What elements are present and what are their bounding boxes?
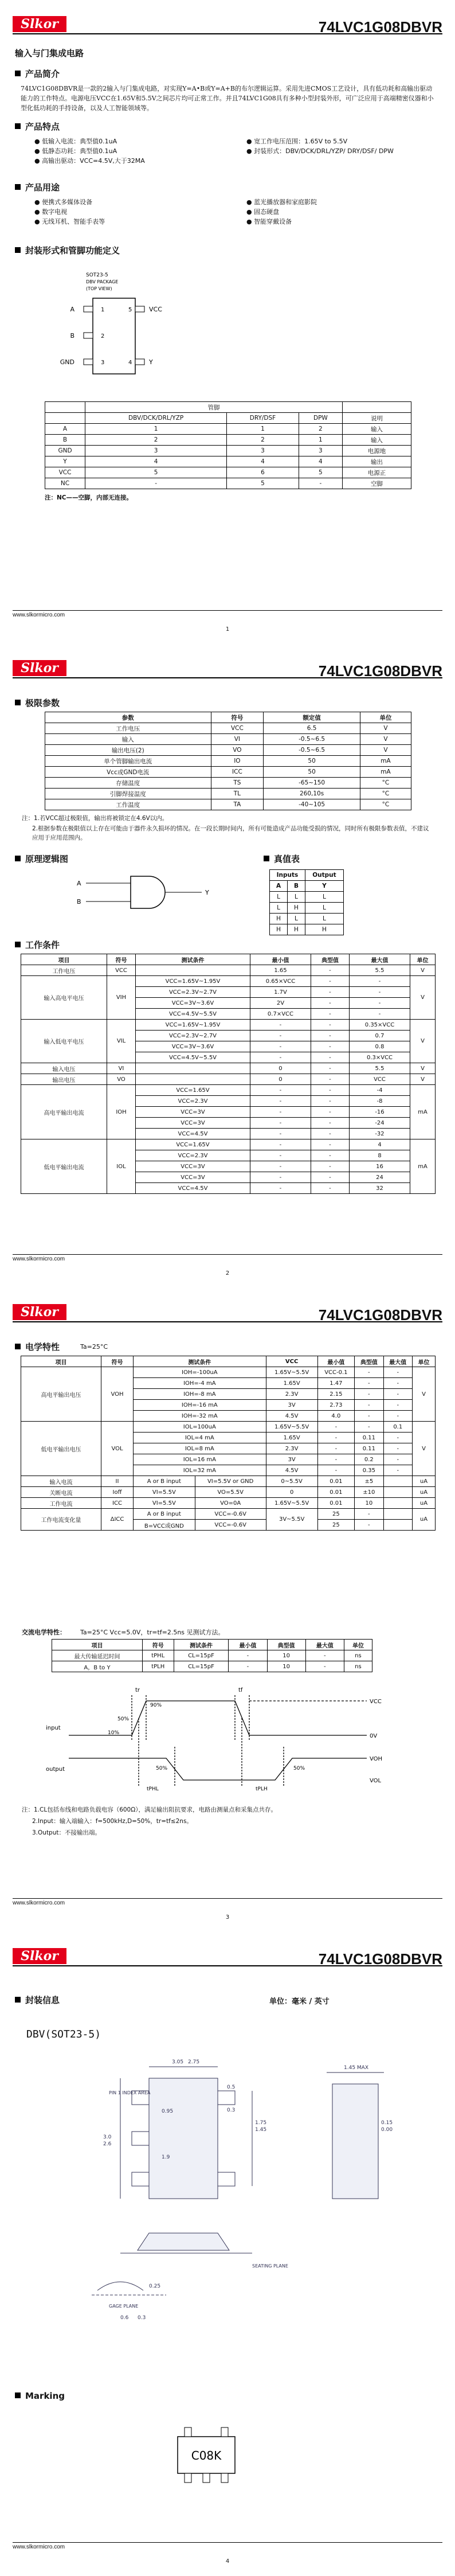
table-row: Y 4 4 4 输出	[45, 456, 411, 467]
truth-heading: 真值表	[264, 853, 300, 865]
table-row: 低电平输出电压 VOL IOL=100uA 1.65V~5.5V - - 0.1 V	[21, 1422, 436, 1433]
pin-2	[84, 333, 93, 338]
doc-title: 输入与门集成电路	[15, 48, 84, 58]
pinout-diagram	[52, 265, 189, 385]
features-left	[34, 136, 145, 166]
dim-label: 3.0	[103, 2134, 112, 2140]
footer-url: www.slkormicro.com	[13, 612, 65, 618]
dim-label: 0.15	[381, 2120, 393, 2126]
page-number: 1	[225, 626, 230, 633]
ac-note-3: 3.Output：不接输出端。	[32, 1829, 101, 1836]
table-row: 输入电压 VI 0 - 5.5 V	[21, 1063, 436, 1074]
features-right	[246, 136, 394, 156]
table-row: IOL=4 mA 1.65V - 0.11 -	[21, 1433, 436, 1443]
page-footer	[13, 1246, 442, 1262]
dim-label: 0.00	[381, 2127, 393, 2133]
dim-label: 0.6	[120, 2315, 129, 2321]
table-row: IOL=8 mA 2.3V - 0.11 -	[21, 1443, 436, 1454]
table-row: 项目 符号 测试条件 最小值 典型值 最大值 单位	[21, 954, 436, 965]
page-footer	[13, 2534, 442, 2550]
pin-number: 3	[101, 360, 105, 366]
footer-url: www.slkormicro.com	[13, 1900, 65, 1906]
intro-text: 74LVC1G08DBVR是一款的2输入与门集成电路，对实现Y=A•B或Y=A+B的布尔逻辑运算。采用先进CMOS工艺设计，具有低功耗和高输出驱动能力的工作特点。电源电压VCC在1.65V和5.5V之间芯片均可正常工作。并且74LVC1G08具有多种小型封装外形，可广泛应用于高端精密仪器和小型化低功耗的手持设备，以及人工智能领域等。	[21, 85, 434, 112]
gate-output-y: Y	[205, 889, 209, 896]
gate-input-a: A	[77, 880, 81, 887]
dim-label: PIN 1 INDEX AREA	[109, 2090, 151, 2095]
wave-label: 50%	[117, 1716, 130, 1722]
table-row: VCC=4.5V - - -32	[21, 1129, 436, 1139]
table-row: 存储温度 TS -65~150 °C	[45, 778, 411, 789]
table-row: L L L	[270, 892, 344, 903]
package-drawing	[86, 2055, 430, 2331]
apps-left	[34, 197, 105, 227]
table-row: 引脚焊接温度 TL 260,10s °C	[45, 789, 411, 799]
table-row: 工作电流 ICC VI=5.5V VO=0A 1.65V~5.5V 0.01 10 uA	[21, 1498, 436, 1509]
table-row: IOH=-16 mA 3V 2.73 - -	[21, 1400, 436, 1411]
marking-code: C08K	[191, 2449, 222, 2462]
list-item: ● 封装形式：DBV/DCK/DRL/YZP/ DRY/DSF/ DPW	[246, 147, 394, 155]
wave-label: VOH	[370, 1756, 383, 1762]
table-row: 输出电压 VO 0 - VCC V	[21, 1074, 436, 1085]
table-row: VCC=3V~3.6V - - 0.8	[21, 1041, 436, 1052]
table-row: VCC=3V - - -24	[21, 1118, 436, 1129]
pkg-name: DBV(SOT23-5)	[26, 2028, 101, 2040]
part-number: 74LVC1G08DBVR	[318, 18, 442, 36]
pin-1	[84, 306, 93, 312]
dim-label: 0.25	[149, 2284, 161, 2289]
dim-label: 0.5	[227, 2085, 236, 2090]
package-side-view	[332, 2084, 378, 2199]
table-row: 低电平输出电流 IOL VCC=1.65V - - 4 mA	[21, 1139, 436, 1150]
wave-label: tPLH	[256, 1786, 268, 1792]
page-4	[0, 1932, 455, 2576]
table-row: GND 3 3 3 电源地	[45, 446, 411, 456]
page-footer	[13, 602, 442, 618]
page-header	[13, 1288, 442, 1322]
dim-label: 1.75	[255, 2120, 267, 2126]
pin-label: GND	[60, 358, 74, 366]
elec-table	[21, 1356, 436, 1531]
and-gate-icon	[131, 876, 165, 908]
table-row: H H H	[270, 924, 344, 935]
ac-condition: Ta=25°C Vcc=5.0V，tr=tf=2.5ns 见测试方法。	[80, 1629, 225, 1636]
pkg-box-line: DBV PACKAGE	[86, 279, 119, 284]
table-row: DBV/DCK/DRL/YZP DRY/DSF DPW 说明	[45, 413, 411, 424]
dim-label: 0.3	[227, 2107, 236, 2113]
marking-heading: Marking	[15, 2391, 65, 2401]
table-row: 输入 VI -0.5~6.5 V	[45, 734, 411, 745]
table-row: H L L	[270, 914, 344, 924]
table-row: 高电平输出电压 VOH IOH=-100uA 1.65V~5.5V VCC-0.1 - - V	[21, 1367, 436, 1378]
wave-label: 90%	[150, 1703, 162, 1708]
dim-label: 1.9	[162, 2155, 170, 2160]
apps-right	[246, 197, 317, 227]
wave-label: tf	[238, 1687, 243, 1693]
features-heading: 产品特点	[15, 120, 60, 132]
ac-note-1: 注：1.CL包括布线和电路负载电容（600Ω），满足输出阻抗要求，电路由测量点和采集点共存。	[22, 1806, 277, 1813]
table-row: VCC=2.3V - - 8	[21, 1150, 436, 1161]
package-top-view	[149, 2078, 218, 2199]
wave-label: output	[46, 1766, 65, 1773]
applications-heading: 产品用途	[15, 181, 60, 193]
table-row: VCC=2.3V~2.7V 1.7V - -	[21, 987, 436, 998]
list-item: ● 蓝光播放器和家庭影院	[246, 198, 317, 206]
table-row: VCC=3V - - 16	[21, 1161, 436, 1172]
pin-4	[135, 359, 144, 365]
table-row: VCC=2.3V~2.7V - - 0.7	[21, 1031, 436, 1041]
table-row: 工作电流变化量 ΔICC A or B input VCC=-0.6V 3V~5.5V 25 - uA	[21, 1509, 436, 1520]
table-row: VCC=3V - - -16	[21, 1107, 436, 1118]
page-header	[13, 644, 442, 678]
table-row: 关断电流 Ioff VI=5.5V VO=5.5V 0 0.01 ±10 uA	[21, 1487, 436, 1498]
part-number: 74LVC1G08DBVR	[318, 1306, 442, 1324]
wave-label: input	[46, 1725, 61, 1731]
brand-logo: Slkor	[13, 16, 66, 32]
table-row: VCC=3V~3.6V 2V - -	[21, 998, 436, 1009]
elec-heading: 电学特性	[15, 1341, 60, 1353]
table-row: VCC=4.5V~5.5V 0.7×VCC - -	[21, 1009, 436, 1020]
table-row: VCC=4.5V - - 32	[21, 1183, 436, 1194]
conditions-heading: 工作条件	[15, 939, 60, 951]
truth-table	[269, 869, 344, 935]
table-row: VCC 5 6 5 电源正	[45, 467, 411, 478]
table-row: 最大传输延迟时间 tPHL CL=15pF - 10 - ns	[52, 1650, 372, 1661]
list-item: ● 低静态功耗：典型值0.1uA	[34, 147, 117, 155]
marking-diagram	[160, 2425, 252, 2488]
table-note: 注：NC——空脚，内部无连接。	[45, 494, 132, 501]
pin-number: 5	[128, 307, 132, 313]
table-row: 工作电压 VCC 6.5 V	[45, 723, 411, 734]
page-number: 4	[225, 2558, 230, 2565]
pin-label: Y	[149, 358, 153, 366]
dim-label: 3.05	[172, 2059, 184, 2065]
page-2	[0, 644, 455, 1288]
wave-label: VCC	[370, 1699, 382, 1705]
brand-logo: Slkor	[13, 1948, 66, 1964]
table-row: 高电平输出电流 IOH VCC=1.65V - - -4 mA	[21, 1085, 436, 1096]
table-row: A B Y	[270, 881, 344, 892]
list-item: ● 数字电视	[34, 208, 68, 216]
intro-heading: 产品简介	[15, 68, 60, 80]
page-number: 2	[225, 1270, 230, 1277]
table-row: 输入高电平电压 VIH VCC=1.65V~1.95V 0.65×VCC - - V	[21, 976, 436, 987]
pin-label: VCC	[149, 306, 162, 313]
timing-waveform	[46, 1684, 413, 1793]
footer-url: www.slkormicro.com	[13, 1256, 65, 1262]
dim-label: SEATING PLANE	[252, 2263, 288, 2269]
table-row: IOH=-4 mA 1.65V 1.47 - -	[21, 1378, 436, 1389]
table-row: L H L	[270, 903, 344, 914]
page-3	[0, 1288, 455, 1932]
table-row: 单个管脚输出电流 IO 50 mA	[45, 756, 411, 767]
pin-number: 1	[101, 307, 105, 313]
table-row: IOL=16 mA 3V - 0.2 -	[21, 1454, 436, 1465]
wave-label: 50%	[293, 1766, 305, 1771]
table-row: 输出电压(2) VO -0.5~6.5 V	[45, 745, 411, 756]
dim-label: 2.75	[188, 2059, 200, 2065]
unit-label: 单位：毫米 / 英寸	[269, 1997, 330, 2006]
table-row: Inputs Output	[270, 870, 344, 881]
table-row: VCC=3V - - 24	[21, 1172, 436, 1183]
logic-heading: 原理逻辑图	[15, 853, 68, 865]
list-item: ● 固态硬盘	[246, 208, 280, 216]
wave-label: 0V	[370, 1733, 378, 1739]
limits-note-1: 注：1.若VCC超过极限值，输出将被锁定在4.6V以内。	[22, 815, 168, 822]
dim-label: 2.6	[103, 2141, 112, 2147]
pkg-box-line: SOT23-5	[86, 272, 108, 278]
dim-label: 1.45	[255, 2127, 267, 2133]
table-row: NC - 5 - 空脚	[45, 478, 411, 489]
list-item: ● 宽工作电压范围：1.65V to 5.5V	[246, 138, 348, 145]
ac-note-2: 2.Input：输入端输入：f=500kHz,D=50%，tr=tf≤2ns。	[32, 1818, 193, 1825]
list-item: ● 便携式多媒体设备	[34, 198, 93, 206]
page-number: 3	[225, 1914, 230, 1921]
table-row: IOH=-8 mA 2.3V 2.15 - -	[21, 1389, 436, 1400]
table-row: VCC=2.3V - - -8	[21, 1096, 436, 1107]
pin-5	[135, 306, 144, 312]
wave-label: tr	[135, 1687, 140, 1693]
package-heading: 封装形式和管脚功能定义	[15, 244, 120, 256]
ac-heading: 交流电学特性：	[22, 1629, 66, 1636]
list-item: ● 高输出驱动：VCC=4.5V,大于32MA	[34, 157, 145, 165]
limits-note-2: 2.根据参数在极限值以上存在可能由于器件永久损坏的情况。在一段长期时间内，所有可能造成产品功能受损的情况，同时所有极限参数表值，不建议应用于应用范围内。	[32, 825, 429, 841]
package-front-view	[138, 2233, 229, 2250]
brand-logo: Slkor	[13, 1304, 66, 1320]
page-footer	[13, 1890, 442, 1906]
wave-label: VOL	[370, 1778, 382, 1784]
pin-number: 4	[128, 360, 132, 366]
table-row: IOH=-32 mA 4.5V 4.0 - -	[21, 1411, 436, 1422]
dim-label: GAGE PLANE	[109, 2304, 139, 2309]
table-row: B=VCC或GND VCC=-0.6V 25 -	[21, 1520, 436, 1531]
part-number: 74LVC1G08DBVR	[318, 662, 442, 680]
table-row: A，B to Y tPLH CL=15pF - 10 - ns	[52, 1661, 372, 1672]
pkg-info-heading: 封装信息	[15, 1994, 60, 2006]
page-header	[13, 1932, 442, 1966]
page-header	[13, 0, 442, 34]
limits-table	[45, 712, 411, 810]
table-row: 项目 符号 测试条件 VCC 最小值 典型值 最大值 单位	[21, 1356, 436, 1367]
pin-number: 2	[101, 333, 105, 339]
list-item: ● 无线耳机、智能手表等	[34, 218, 105, 225]
brand-logo: Slkor	[13, 660, 66, 676]
dim-label: 1.45 MAX	[344, 2065, 368, 2071]
pin-3	[84, 359, 93, 365]
elec-condition: Ta=25°C	[80, 1343, 108, 1351]
table-row: 参数 符号 额定值 单位	[45, 712, 411, 723]
table-row: 工作电压 VCC 1.65 - 5.5 V	[21, 965, 436, 976]
pin-label: A	[70, 306, 74, 313]
table-row: VCC=4.5V~5.5V - - 0.3×VCC	[21, 1052, 436, 1063]
page-1	[0, 0, 455, 644]
table-row: 输入电流 II A or B input VI=5.5V or GND 0~5.5V 0.01 ±5 uA	[21, 1476, 436, 1487]
wave-label: 10%	[108, 1730, 120, 1736]
dim-label: 0.3	[138, 2315, 146, 2321]
table-row: 输入低电平电压 VIL VCC=1.65V~1.95V - - 0.35×VCC V	[21, 1020, 436, 1031]
table-row: B 2 2 1 输入	[45, 435, 411, 446]
footer-url: www.slkormicro.com	[13, 2544, 65, 2550]
gate-input-b: B	[77, 898, 81, 905]
list-item: ● 低输入电流：典型值0.1uA	[34, 138, 117, 145]
wave-label: 50%	[156, 1766, 168, 1771]
list-item: ● 智能穿戴设备	[246, 218, 292, 225]
wave-label: tPHL	[147, 1786, 159, 1792]
table-row: 工作温度 TA -40~105 °C	[45, 799, 411, 810]
pkg-box-line: (TOP VIEW)	[86, 286, 112, 291]
dim-label: 0.95	[162, 2109, 174, 2114]
and-gate-diagram	[69, 871, 218, 922]
table-row: IOL=32 mA 4.5V - 0.35 -	[21, 1465, 436, 1476]
limits-heading: 极限参数	[15, 697, 60, 709]
pin-table	[45, 401, 411, 489]
table-header: 管脚	[85, 402, 343, 413]
conditions-table	[21, 954, 436, 1194]
ac-table	[52, 1639, 372, 1672]
pin-label: B	[70, 332, 74, 339]
part-number: 74LVC1G08DBVR	[318, 1950, 442, 1968]
table-row: 项目 符号 测试条件 最小值 典型值 最大值 单位	[52, 1640, 372, 1650]
table-row: A 1 1 2 输入	[45, 424, 411, 435]
table-row: Vcc或GND电流 ICC 50 mA	[45, 767, 411, 778]
